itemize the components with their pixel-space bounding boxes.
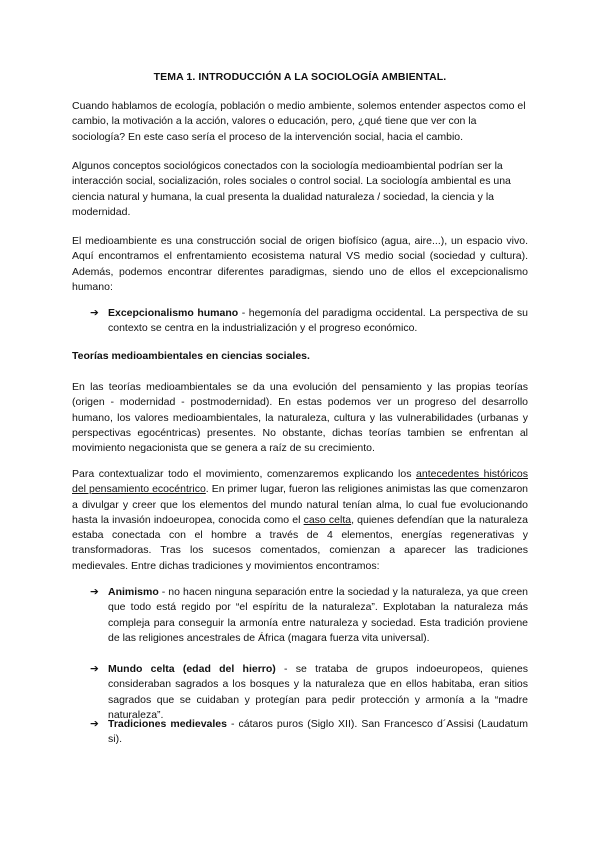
context-text-b: . En primer lugar, fueron las religiones animistas las que comenzaron a divulgar y creer que los elementos del mundo natural tenían alma, lo cual fue evolucionando hasta la invasión indoeuropea, conocida como el — [72, 483, 528, 526]
ecocentric-history-link[interactable]: antecedentes históricos del pensamiento ecocéntrico — [72, 468, 528, 496]
arrow-bullet-icon: ➔ — [90, 663, 99, 675]
context-paragraph — [72, 467, 528, 574]
list-item — [90, 662, 528, 723]
list-item-description: - cátaros puros (Siglo XII). San Francesco d´Assisi (Laudatum si). — [108, 718, 528, 746]
list-item-text — [108, 306, 528, 337]
arrow-bullet-icon: ➔ — [90, 586, 99, 598]
arrow-bullet-icon: ➔ — [90, 718, 99, 730]
concepts-paragraph: Algunos conceptos sociológicos conectados con la sociología medioambiental podrían ser la interacción social, socialización, roles sociales o control social. La sociología ambiental es una ciencia natural y humana, la cual presenta la dualidad naturaleza / sociedad, la ciencia y la modernidad. — [72, 160, 511, 218]
list-item — [90, 717, 528, 748]
list-item-text — [108, 717, 528, 748]
list-item-term: Animismo — [108, 586, 159, 598]
list-item-description: - hegemonía del paradigma occidental. La perspectiva de su contexto se centra en la industrialización y el progreso económico. — [108, 307, 528, 335]
list-item — [90, 306, 528, 337]
context-text-a: Para contextualizar todo el movimiento, comenzaremos explicando los — [72, 468, 417, 480]
context-text-c: , quienes defendían que la naturaleza estaba conectada con el hombre a través de 4 elementos, energías regenerativas y transformadoras. Tras los sucesos comentados, comienzan a aparecer las tradiciones medievales. Entre dichas tradiciones y movimientos encontramos: — [72, 513, 528, 572]
list-item-term: Tradiciones medievales — [108, 718, 227, 730]
arrow-bullet-icon: ➔ — [90, 307, 99, 319]
environment-paragraph: El medioambiente es una construcción social de origen biofísico (agua, aire...), un espacio vivo. Aquí encontramos el enfrentamiento ecosistema natural VS medio social (sociedad y cultura). Además, podemos encontrar diferentes paradigmas, siendo uno de ellos el excepcionalismo humano: — [72, 235, 528, 293]
section-heading: Teorías medioambientales en ciencias sociales. — [72, 350, 310, 362]
celtic-case-link[interactable]: caso celta — [303, 513, 352, 526]
list-item-text — [108, 662, 528, 723]
list-item-term: Excepcionalismo humano — [108, 307, 239, 319]
list-item-text — [108, 585, 528, 646]
list-item-description: - se trataba de grupos indoeuropeos, quienes consideraban sagrados a los bosques y la naturaleza que en ellos habitaba, eran sitios sagrados que se cuidaban y protegían para pedir protección y armonía a la “madre naturaleza”. — [108, 663, 528, 721]
page-title: TEMA 1. INTRODUCCIÓN A LA SOCIOLOGÍA AMBIENTAL. — [153, 71, 447, 83]
theories-paragraph: En las teorías medioambientales se da una evolución del pensamiento y las propias teorías (origen - modernidad - postmodernidad). En estas podemos ver un progreso del desarrollo humano, los valores medioambientales, la naturaleza, cultura y las vulnerabilidades (urbanas y perspectivas egocéntricas) presentes. No obstante, dichas teorías tambien se enfrentan al movimiento negacionista que se genera a raíz de su crecimiento. — [72, 381, 528, 455]
list-item — [90, 585, 528, 646]
intro-paragraph: Cuando hablamos de ecología, población o medio ambiente, solemos entender aspectos como el cambio, la motivación a la acción, valores o educación, pero, ¿qué tiene que ver con la sociología? En este caso sería el proceso de la intervención social, hacia el cambio. — [72, 100, 526, 143]
list-item-term: Mundo celta (edad del hierro) — [108, 663, 276, 675]
list-item-description: - no hacen ninguna separación entre la sociedad y la naturaleza, ya que creen que todo está regido por “el espíritu de la naturaleza”. Explotaban la naturaleza más compleja para conseguir la armonía entre naturaleza y sociedad. Esta tradición proviene de las religiones ancestrales de África (magara fuerza vita universal). — [108, 586, 528, 644]
